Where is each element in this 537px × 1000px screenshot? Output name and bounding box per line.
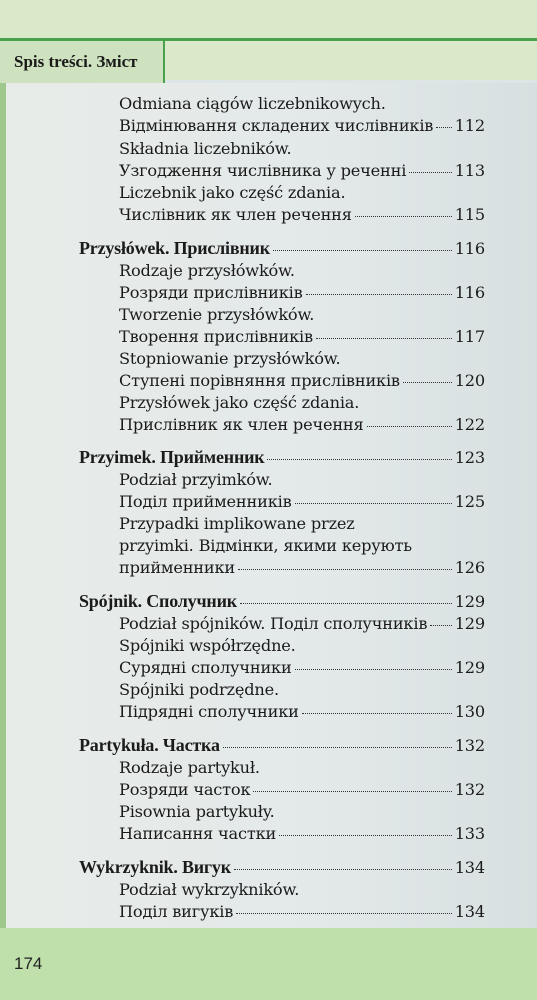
page-number: 174 — [14, 954, 43, 973]
toc-page-number: 129 — [454, 592, 485, 611]
dot-leader — [238, 569, 452, 570]
toc-line — [119, 680, 279, 699]
toc-entry-text: Творення прислівників — [119, 327, 313, 346]
toc-page-number: 126 — [454, 558, 485, 577]
toc-line — [119, 802, 275, 821]
toc-section-entry — [79, 238, 485, 259]
toc-line — [119, 636, 296, 655]
toc-line — [119, 349, 340, 368]
toc-section-title: Wykrzyknik. Вигук — [79, 857, 231, 877]
toc-page-number: 112 — [454, 116, 485, 135]
toc-line — [119, 880, 299, 899]
dot-leader — [436, 127, 451, 128]
toc-entry-text: Podział przyimków. — [119, 470, 273, 489]
dot-leader — [403, 382, 452, 383]
toc-entry-text: Przysłówek jako część zdania. — [119, 393, 360, 412]
toc-entry — [119, 116, 485, 135]
toc-page-number: 129 — [454, 658, 485, 677]
toc-entry — [119, 327, 485, 346]
toc-entry-text: Podział spójników. Поділ сполучників — [119, 614, 428, 633]
toc-entry-text: Tworzenie przysłówków. — [119, 305, 315, 324]
toc-line — [119, 139, 292, 158]
dot-leader — [306, 294, 452, 295]
toc-entry-text: Pisownia partykuły. — [119, 802, 275, 821]
toc-page-number: 132 — [454, 736, 485, 755]
toc-entry — [119, 558, 485, 577]
toc-line — [119, 758, 260, 777]
toc-entry — [119, 283, 485, 302]
toc-section-entry — [79, 735, 485, 756]
toc-page-number: 133 — [454, 824, 485, 843]
toc-line — [119, 514, 355, 533]
toc-page-number: 129 — [454, 614, 485, 633]
toc-entry-text: Узгодження числівника у реченні — [119, 161, 407, 180]
toc-entry — [119, 824, 485, 843]
toc-entry-text: Spójniki podrzędne. — [119, 680, 279, 699]
dot-leader — [273, 250, 452, 251]
toc-line — [119, 261, 295, 280]
header-rule — [165, 38, 537, 41]
dot-leader — [240, 603, 452, 604]
toc-entry — [119, 205, 485, 224]
dot-leader — [367, 426, 452, 427]
toc-entry-text: Odmiana ciągów liczebnikowych. — [119, 94, 386, 113]
toc-entry-text: Przypadki implikowane przez — [119, 514, 355, 533]
toc-section-title: Spójnik. Сполучник — [79, 591, 237, 611]
toc-line — [119, 393, 359, 412]
toc-entry-text: Spójniki współrzędne. — [119, 636, 296, 655]
dot-leader — [409, 172, 451, 173]
toc-entry — [119, 780, 485, 799]
toc-page-number: 117 — [454, 327, 485, 346]
toc-entry — [119, 492, 485, 511]
toc-section-entry — [79, 447, 485, 468]
toc-entry-text: Числівник як член речення — [119, 205, 352, 224]
toc-entry-text: Розряди часток — [119, 780, 251, 799]
toc-entry-text: Liczebnik jako część zdania. — [119, 183, 346, 202]
toc-page-number: 130 — [454, 702, 485, 721]
toc-line — [119, 94, 386, 113]
toc-entry-text: Podział wykrzykników. — [119, 880, 300, 899]
toc-section-title: Partykuła. Частка — [79, 735, 220, 755]
toc-entry-text: Поділ прийменників — [119, 492, 292, 511]
dot-leader — [223, 747, 452, 748]
toc-entry — [119, 371, 485, 390]
dot-leader — [316, 338, 452, 339]
dot-leader — [279, 835, 452, 836]
toc-page-number: 115 — [454, 205, 485, 224]
toc-section-title: Przyimek. Прийменник — [79, 447, 265, 467]
running-header — [0, 38, 165, 83]
toc-section-title: Przysłówek. Прислівник — [79, 238, 270, 258]
toc-page-number: 120 — [454, 371, 485, 390]
toc-line — [119, 536, 412, 555]
dot-leader — [267, 459, 451, 460]
toc-line — [119, 183, 345, 202]
toc-page-number: 125 — [454, 492, 485, 511]
dot-leader — [236, 913, 452, 914]
toc-line — [119, 305, 314, 324]
toc-page-number: 116 — [454, 239, 485, 258]
left-margin-strip — [0, 83, 6, 933]
toc-entry-text: прийменники — [119, 558, 235, 577]
dot-leader — [355, 216, 452, 217]
toc-entry-text: Składnia liczebników. — [119, 139, 292, 158]
toc-entry-text: Сурядні сполучники — [119, 658, 292, 677]
toc-page-number: 116 — [454, 283, 485, 302]
toc-entry-text: Підрядні сполучники — [119, 702, 299, 721]
toc-page-number: 123 — [454, 448, 485, 467]
toc-entry — [119, 902, 485, 921]
toc-entry-text: Rodzaje przysłówków. — [119, 261, 295, 280]
toc-page-number: 134 — [454, 858, 485, 877]
toc-entry — [119, 614, 485, 633]
toc-entry-text: Rodzaje partykuł. — [119, 758, 260, 777]
toc-entry-text: Поділ вигуків — [119, 902, 234, 921]
dot-leader — [430, 625, 451, 626]
toc-entry-text: Розряди прислівників — [119, 283, 303, 302]
header-title: Spis treści. Зміст — [14, 52, 138, 71]
dot-leader — [234, 869, 452, 870]
toc-line — [119, 470, 272, 489]
toc-entry-text: Stopniowanie przysłówków. — [119, 349, 341, 368]
dot-leader — [295, 669, 452, 670]
toc-entry — [119, 702, 485, 721]
toc-entry-text: Прислівник як член речення — [119, 415, 364, 434]
dot-leader — [302, 713, 452, 714]
toc-section-entry — [79, 591, 485, 612]
toc-entry — [119, 161, 485, 180]
dot-leader — [295, 503, 452, 504]
toc-entry-text: Написання частки — [119, 824, 277, 843]
toc-entry — [119, 415, 485, 434]
toc-entry-text: Ступені порівняння прислівників — [119, 371, 400, 390]
footer-green-band — [0, 928, 537, 1000]
toc-entry-text: Відмінювання складених числівників — [119, 116, 434, 135]
toc-page-number: 122 — [454, 415, 485, 434]
toc-entry — [119, 658, 485, 677]
toc-entry-text: przyimki. Відмінки, якими керують — [119, 536, 412, 555]
toc-section-entry — [79, 857, 485, 878]
toc-page-number: 134 — [454, 902, 485, 921]
toc-page-number: 113 — [454, 161, 485, 180]
toc-page-number: 132 — [454, 780, 485, 799]
dot-leader — [253, 791, 451, 792]
